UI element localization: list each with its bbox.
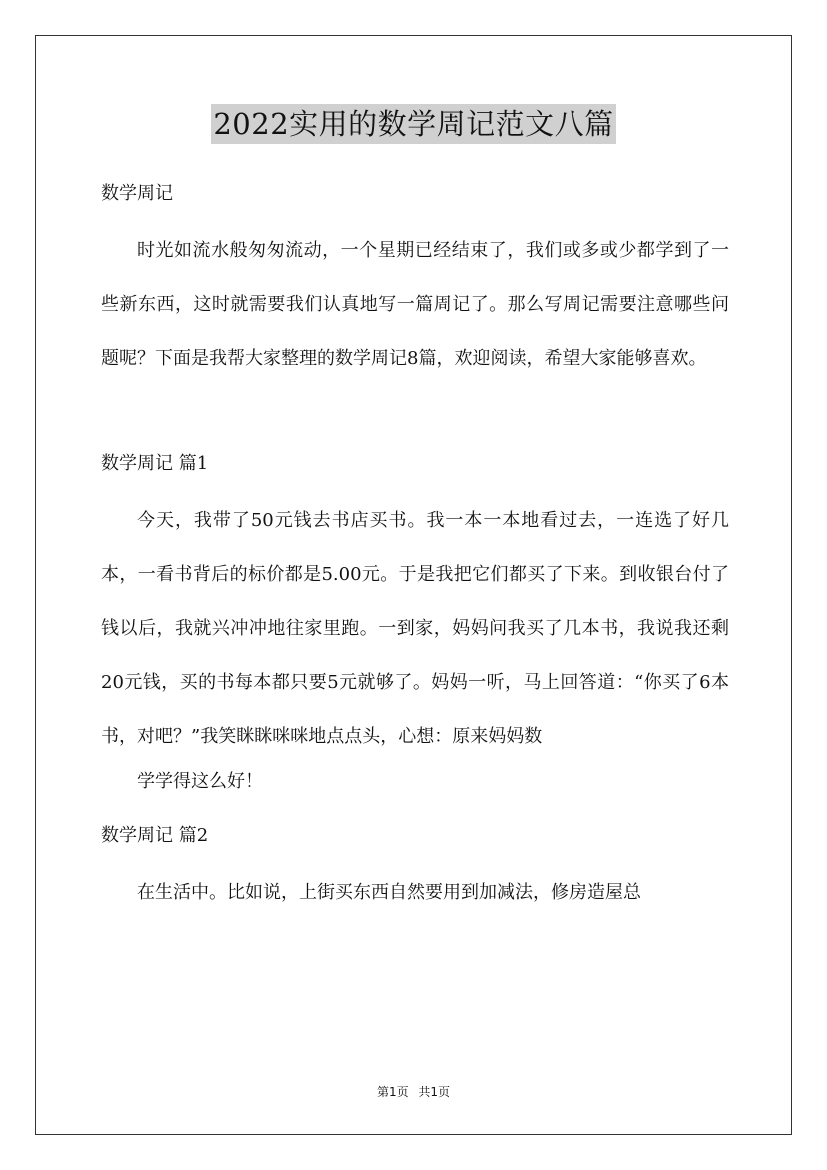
section-paragraph-2: 在生活中。比如说，上街买东西自然要用到加减法，修房造屋总 (137, 882, 641, 903)
section-heading-1: 数学周记 篇1 (101, 453, 209, 474)
section-heading-2: 数学周记 篇2 (101, 825, 209, 846)
page-footer (0, 1083, 827, 1100)
intro-paragraph: 时光如流水般匆匆流动，一个星期已经结束了，我们或多或少都学到了一些新东西，这时就需要我们认真地写一篇周记了。那么写周记需要注意哪些问题呢？下面是我帮大家整理的数学周记8篇，欢迎阅读，希望大家能够喜欢。 (101, 240, 729, 369)
page-total: 共1页 (418, 1085, 451, 1099)
intro-heading: 数学周记 (101, 183, 173, 204)
title-container (0, 104, 827, 144)
page-number: 第1页 (376, 1085, 409, 1099)
document-body (101, 176, 729, 920)
section-paragraph-1: 今天，我带了50元钱去书店买书。我一本一本地看过去，一连选了好几本，一看书背后的标价都是5.00元。于是我把它们都买了下来。到收银台付了钱以后，我就兴冲冲地往家里跑。一到家，妈妈问我买了几本书，我说我还剩20元钱，买的书每本都只要5元就够了。妈妈一听，马上回答道：“你买了6本书，对吧？”我笑眯眯咪咪地点点头，心想：原来妈妈数 (101, 510, 729, 747)
document-title: 2022实用的数学周记范文八篇 (211, 104, 615, 144)
section-paragraph-1-tail: 学学得这么好！ (137, 771, 263, 792)
